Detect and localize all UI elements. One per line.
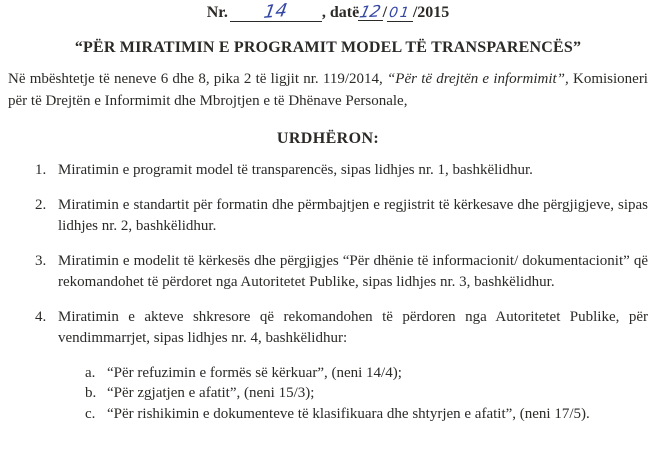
preamble-paragraph	[8, 69, 648, 112]
list-item-3	[35, 251, 648, 294]
item-2-marker: 2.	[35, 196, 47, 213]
date-year: /2015	[412, 4, 450, 21]
document-title: “PËR MIRATIMIN E PROGRAMIT MODEL TË TRANSPARENCËS”	[74, 39, 582, 56]
date-separator: /	[382, 4, 388, 21]
preamble-text-before: Në mbështetje të neneve 6 dhe 8, pika 2 të ligjit nr. 119/2014,	[8, 71, 387, 87]
sub-item-c-text: “Për rishikimin e dokumenteve të klasifikuara dhe shtyrjen e afatit”, (neni 17/5).	[107, 405, 590, 422]
item-3-marker: 3.	[35, 252, 47, 269]
item-1-marker: 1.	[35, 162, 47, 178]
nr-label: Nr.	[206, 4, 228, 21]
sub-item-c-marker: c.	[85, 405, 96, 422]
sub-item-a-text: “Për refuzimin e formës së kërkuar”, (neni 14/4);	[107, 364, 402, 381]
list-item-1	[35, 160, 648, 182]
date-day-slot	[357, 1, 383, 22]
date-day-handwritten: 12	[357, 1, 383, 22]
sub-item-a	[85, 363, 648, 384]
preamble-law-title-italic: “Për të drejtën e informimit”,	[386, 71, 569, 87]
preamble-text-after: Komisioneri për të Drejtën e Informimit dhe Mbrojtjen e të Dhënave Personale,	[8, 71, 648, 109]
list-item-2	[35, 195, 648, 238]
item-2-text: Miratimin e standartit për formatin dhe përmbajtjen e regjistrit të kërkesave dhe përgjigjeve, sipas lidhjes nr. 2, bashkëlidhur.	[58, 196, 648, 234]
sub-item-a-marker: a.	[85, 364, 96, 381]
number-date-line	[8, 2, 648, 24]
item-3-text: Miratimin e modelit të kërkesës dhe përgjigjes “Për dhënie të informacionit/ dokumentacionit” që rekomandohet të përdoret nga Autoritetet Publike, sipas lidhjes nr. 3, bashkëlidhur.	[58, 252, 648, 290]
sub-item-b	[85, 383, 648, 404]
nr-handwritten-value: 14	[262, 0, 290, 23]
sub-list	[85, 363, 648, 425]
order-list	[8, 160, 648, 424]
item-1-text: Miratimin e programit model të transparencës, sipas lidhjes nr. 1, bashkëlidhur.	[58, 162, 533, 178]
sub-item-b-marker: b.	[85, 385, 97, 401]
item-4-marker: 4.	[35, 308, 47, 325]
date-label: , datë	[321, 4, 360, 21]
sub-item-b-text: “Për zgjatjen e afatit”, (neni 15/3);	[107, 385, 315, 401]
item-4-text: Miratimin e akteve shkresore që rekomandohen të përdoren nga Autoritetet Publike, për vendimmarrjet, sipas lidhjes nr. 4, bashkëlidhur:	[58, 308, 648, 346]
nr-blank-underline	[230, 0, 322, 23]
list-item-4	[35, 307, 648, 350]
date-month-handwritten: 01	[387, 5, 413, 21]
date-month-slot	[387, 5, 413, 22]
order-heading: URDHËRON:	[276, 130, 380, 147]
sub-item-c	[85, 404, 648, 425]
